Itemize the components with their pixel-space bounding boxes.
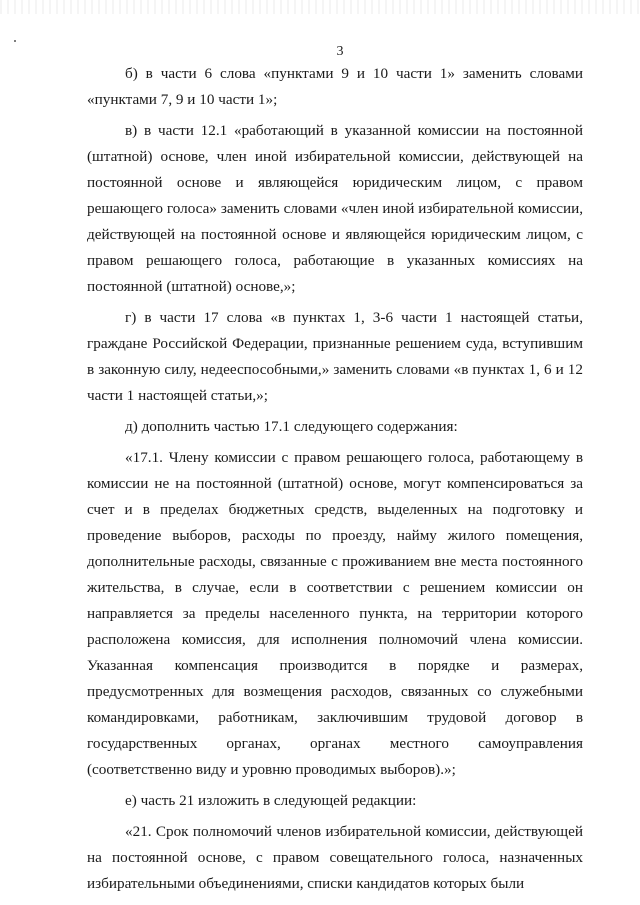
document-body — [87, 61, 583, 897]
paragraph-17-1: «17.1. Члену комиссии с правом решающего голоса, работающему в комиссии не на постоянной (штатной) основе, могут компенсироваться за счет и в пределах бюджетных средств, выделенных на подготовку и проведение выборов, расходы по проезду, найму жилого помещения, дополнительные расходы, связанные с проживанием вне места постоянного жительства, в случае, если в соответствии с решением комиссии он направляется за пределы населенного пункта, на территории которого расположена комиссия, для исполнения полномочий члена комиссии. Указанная компенсация производится в порядке и размерах, предусмотренных для возмещения расходов, связанных со служебными командировками, работникам, заключившим трудовой договор в государственных органах, органах местного самоуправления (соответственно виду и уровню проводимых выборов).»; — [87, 449, 583, 778]
page-number: 3 — [336, 44, 344, 59]
scan-mark — [14, 40, 16, 42]
paragraph-b: б) в части 6 слова «пунктами 9 и 10 части 1» заменить словами «пунктами 7, 9 и 10 части 1»; — [87, 65, 583, 108]
paragraph-e: е) часть 21 изложить в следующей редакции: — [125, 792, 417, 809]
paragraph-21: «21. Срок полномочий членов избирательной комиссии, действующей на постоянной основе, с правом совещательного голоса, назначенных избирательными объединениями, списки кандидатов которых были — [87, 823, 583, 892]
scan-noise — [0, 0, 640, 14]
paragraph-g: г) в части 17 слова «в пунктах 1, 3-6 части 1 настоящей статьи, граждане Российской Федерации, признанные решением суда, вступившим в законную силу, недееспособными,» заменить словами «в пунктах 1, 6 и 12 части 1 настоящей статьи,»; — [87, 309, 583, 404]
paragraph-d: д) дополнить частью 17.1 следующего содержания: — [125, 418, 458, 435]
paragraph-v: в) в части 12.1 «работающий в указанной комиссии на постоянной (штатной) основе, член иной избирательной комиссии, действующей на постоянной основе и являющейся юридическим лицом, с правом решающего голоса» заменить словами «член иной избирательной комиссии, действующей на постоянной основе и являющейся юридическим лицом, с правом решающего голоса, работающие в указанных комиссиях на постоянной (штатной) основе,»; — [87, 122, 583, 295]
